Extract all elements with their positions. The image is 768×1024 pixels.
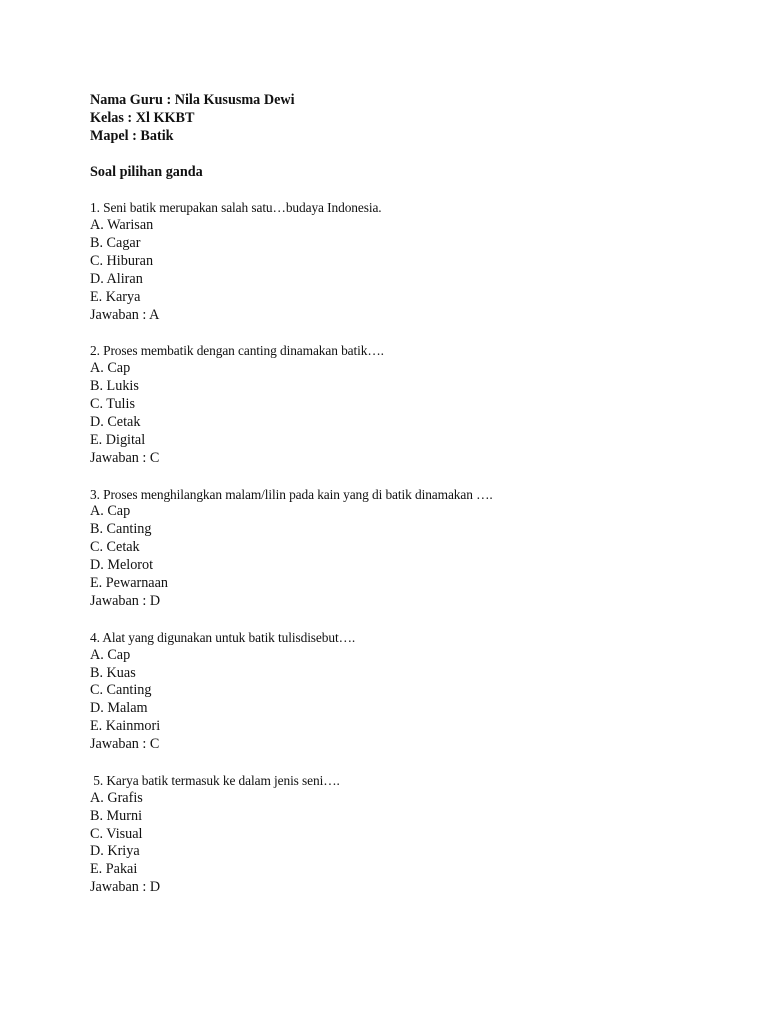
option-e: E. Karya bbox=[90, 288, 141, 305]
question-3 bbox=[90, 486, 730, 611]
option-e: E. Kainmori bbox=[90, 718, 161, 735]
option-b: B. Canting bbox=[90, 521, 152, 538]
option-e: E. Pewarnaan bbox=[90, 575, 168, 592]
subject-name: Mapel : Batik bbox=[90, 127, 174, 144]
option-c: C. Hiburan bbox=[90, 253, 154, 270]
option-a: A. Cap bbox=[90, 503, 131, 520]
option-c: C. Tulis bbox=[90, 396, 135, 413]
question-5 bbox=[90, 772, 730, 897]
option-a: A. Cap bbox=[90, 360, 131, 377]
spacer bbox=[90, 146, 730, 164]
class-name: Kelas : Xl KKBT bbox=[90, 109, 195, 126]
answer: Jawaban : C bbox=[90, 736, 160, 753]
option-b: B. Cagar bbox=[90, 235, 141, 252]
option-b: B. Kuas bbox=[90, 664, 136, 681]
question-text: 4. Alat yang digunakan untuk batik tulisdisebut…. bbox=[90, 629, 356, 645]
option-b: B. Murni bbox=[90, 807, 143, 824]
spacer bbox=[90, 754, 730, 772]
question-1 bbox=[90, 199, 730, 324]
option-c: C. Cetak bbox=[90, 539, 140, 556]
option-c: C. Visual bbox=[90, 825, 143, 842]
question-4 bbox=[90, 629, 730, 754]
option-e: E. Digital bbox=[90, 431, 146, 448]
option-b: B. Lukis bbox=[90, 378, 139, 395]
answer: Jawaban : C bbox=[90, 449, 160, 466]
question-text: 2. Proses membatik dengan canting dinamakan batik…. bbox=[90, 343, 384, 359]
option-a: A. Cap bbox=[90, 646, 131, 663]
answer: Jawaban : D bbox=[90, 592, 161, 609]
spacer bbox=[90, 468, 730, 486]
option-d: D. Melorot bbox=[90, 557, 154, 574]
question-text: 3. Proses menghilangkan malam/lilin pada kain yang di batik dinamakan …. bbox=[90, 486, 493, 502]
document-page bbox=[90, 92, 730, 897]
question-2 bbox=[90, 342, 730, 467]
option-d: D. Kriya bbox=[90, 843, 140, 860]
option-d: D. Malam bbox=[90, 700, 148, 717]
spacer bbox=[90, 611, 730, 629]
question-text: 1. Seni batik merupakan salah satu…budaya Indonesia. bbox=[90, 200, 382, 216]
spacer bbox=[90, 181, 730, 199]
answer: Jawaban : A bbox=[90, 306, 160, 323]
question-text: 5. Karya batik termasuk ke dalam jenis seni…. bbox=[90, 772, 340, 788]
answer: Jawaban : D bbox=[90, 879, 161, 896]
option-a: A. Grafis bbox=[90, 789, 143, 806]
spacer bbox=[90, 325, 730, 343]
option-a: A. Warisan bbox=[90, 217, 154, 234]
option-c: C. Canting bbox=[90, 682, 152, 699]
section-title: Soal pilihan ganda bbox=[90, 163, 203, 180]
teacher-name: Nama Guru : Nila Kususma Dewi bbox=[90, 92, 295, 108]
option-d: D. Aliran bbox=[90, 270, 143, 287]
option-d: D. Cetak bbox=[90, 414, 141, 431]
option-e: E. Pakai bbox=[90, 861, 138, 878]
